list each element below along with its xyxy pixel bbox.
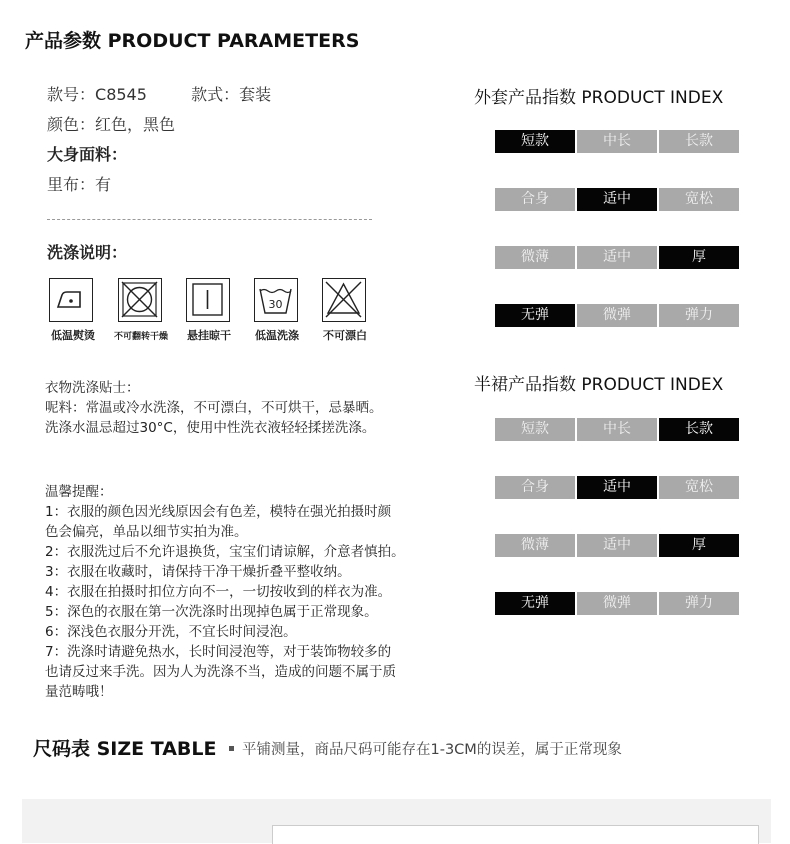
color-label: 颜色： [47, 115, 96, 134]
washing-title: 洗涤说明： [47, 243, 128, 262]
size-table [272, 825, 759, 844]
index-cell: 长款 [659, 130, 739, 153]
reminder-line: 量范畴哦！ [45, 684, 113, 700]
index-cell: 厚 [659, 246, 739, 269]
wash-temp-text: 30 [268, 298, 283, 311]
reminder-line: 也请反过来手洗。因为人为洗涤不当，造成的问题不属于质 [45, 664, 396, 680]
index-cell: 短款 [495, 418, 575, 441]
care-tips-line: 衣物洗涤贴士： [45, 380, 140, 396]
color-value: 红色，黑色 [95, 115, 176, 134]
reminder-line: 色会偏亮，单品以细节实拍为准。 [45, 524, 248, 540]
dashed-divider [47, 219, 372, 220]
style-info-line [47, 82, 271, 105]
type-label: 款式： [191, 85, 240, 104]
index-cell: 微弹 [577, 592, 657, 615]
size-table-note [229, 738, 622, 759]
wash-label-dry: 悬挂晾干 [187, 329, 231, 342]
section-title-parameters: 产品参数 PRODUCT PARAMETERS [25, 30, 360, 52]
size-table-title: 尺码表 SIZE TABLE [33, 738, 217, 760]
wash-label-tumble: 不可翻转干燥 [113, 332, 168, 342]
care-tips-line: 呢料：常温或冷水洗涤，不可漂白，不可烘干，忌暴晒。 [45, 400, 383, 416]
skirt-thickness-row [495, 534, 739, 557]
reminder-line: 4：衣服在拍摄时扣位方向不一，一切按收到的样衣为准。 [45, 584, 392, 600]
index-cell: 合身 [495, 476, 575, 499]
index-cell: 适中 [577, 476, 657, 499]
index-cell: 适中 [577, 188, 657, 211]
skirt-index-title: 半裙产品指数 PRODUCT INDEX [474, 375, 724, 395]
care-tips [45, 378, 383, 438]
index-cell: 微弹 [577, 304, 657, 327]
coat-thickness-row [495, 246, 739, 269]
skirt-elasticity-row [495, 592, 739, 615]
reminder-line: 7：洗涤时请避免热水，长时间浸泡等，对于装饰物较多的 [45, 644, 392, 660]
iron-low-icon [49, 278, 93, 322]
skirt-fit-row [495, 476, 739, 499]
index-cell: 无弹 [495, 304, 575, 327]
reminder-line: 温馨提醒： [45, 484, 113, 500]
color-info-line [47, 112, 175, 135]
skirt-length-row [495, 418, 739, 441]
index-cell: 厚 [659, 534, 739, 557]
no-bleach-icon [322, 278, 366, 322]
index-cell: 微薄 [495, 534, 575, 557]
reminder-line: 5：深色的衣服在第一次洗涤时出现掉色属于正常现象。 [45, 604, 378, 620]
reminder-line: 1：衣服的颜色因光线原因会有色差，模特在强光拍摄时颜 [45, 504, 392, 520]
coat-length-row [495, 130, 739, 153]
index-cell: 无弹 [495, 592, 575, 615]
style-no-label: 款号： [47, 85, 96, 104]
reminder-line: 2：衣服洗过后不允许退换货，宝宝们请谅解，介意者慎拍。 [45, 544, 405, 560]
wash-30-icon [254, 278, 298, 322]
index-cell: 弹力 [659, 304, 739, 327]
lining-info-line [47, 172, 111, 195]
index-cell: 中长 [577, 130, 657, 153]
coat-index-title: 外套产品指数 PRODUCT INDEX [474, 88, 724, 108]
index-cell: 适中 [577, 534, 657, 557]
lining-label: 里布： [47, 175, 96, 194]
wash-label-iron: 低温熨烫 [51, 329, 95, 342]
coat-fit-row [495, 188, 739, 211]
bullet-icon [229, 746, 234, 751]
index-cell: 短款 [495, 130, 575, 153]
line-dry-icon [186, 278, 230, 322]
reminder-line: 6：深浅色衣服分开洗，不宜长时间浸泡。 [45, 624, 297, 640]
index-cell: 长款 [659, 418, 739, 441]
wash-label-bleach: 不可漂白 [323, 329, 367, 342]
reminder-line: 3：衣服在收藏时，请保持干净干燥折叠平整收纳。 [45, 564, 351, 580]
fabric-label: 大身面料： [47, 145, 128, 164]
index-cell: 弹力 [659, 592, 739, 615]
lining-value: 有 [95, 175, 112, 194]
index-cell: 合身 [495, 188, 575, 211]
coat-elasticity-row [495, 304, 739, 327]
index-cell: 微薄 [495, 246, 575, 269]
index-cell: 宽松 [659, 188, 739, 211]
fabric-info-line [47, 142, 127, 165]
care-tips-line: 洗涤水温忌超过30°C，使用中性洗衣液轻轻揉搓洗涤。 [45, 420, 376, 436]
reminder [45, 482, 405, 702]
no-tumble-dry-icon [118, 278, 162, 322]
type-value: 套装 [239, 85, 272, 104]
style-no-value: C8545 [95, 85, 147, 104]
index-cell: 中长 [577, 418, 657, 441]
index-cell: 宽松 [659, 476, 739, 499]
size-note-text: 平铺测量，商品尺码可能存在1-3CM的误差，属于正常现象 [242, 742, 622, 758]
wash-label-wash: 低温洗涤 [255, 329, 299, 342]
index-cell: 适中 [577, 246, 657, 269]
